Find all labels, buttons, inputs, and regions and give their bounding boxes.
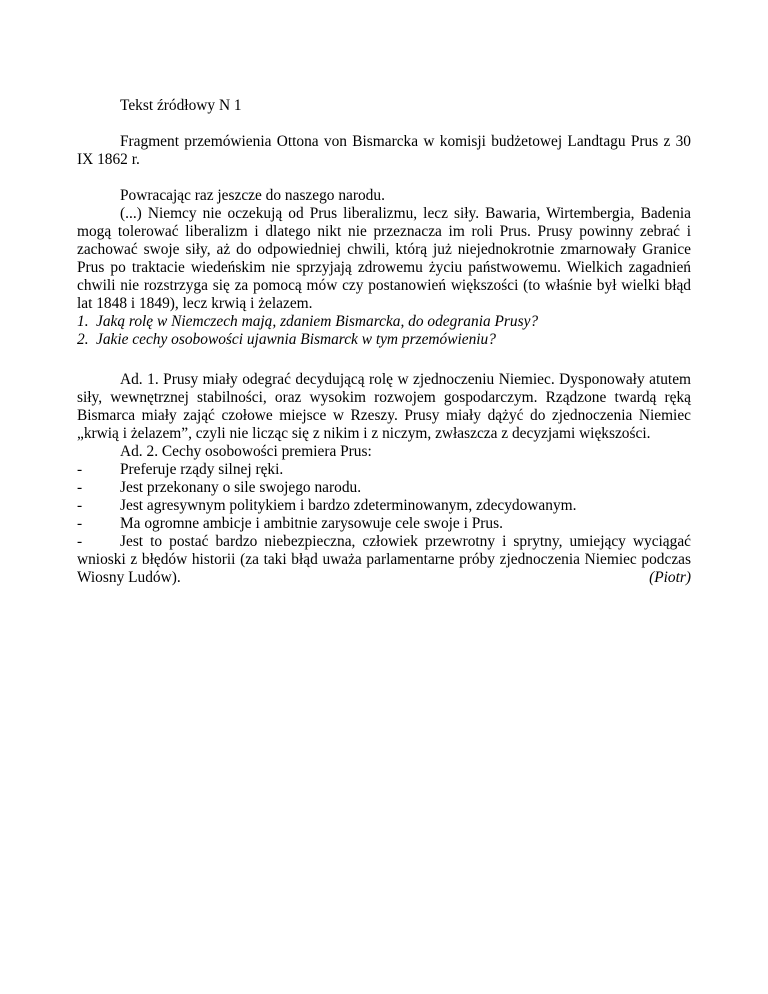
answer-1: Ad. 1. Prusy miały odegrać decydującą rolę w zjednoczeniu Niemiec. Dysponowały atutem siły, wewnętrznej stabilności, oraz wysokim rozwojem gospodarczym. Rządzone twardą ręką Bismarca miały zająć czołowe miejsce w Rzeszy. Prusy miały dążyć do zjednoczenia Niemiec „krwią i żelazem”, czyli nie licząc się z nikim i z niczym, zwłaszcza z decyzjami większości. <box>77 371 691 442</box>
bullet-dash: - <box>77 461 83 478</box>
question-number: 2. <box>77 331 89 348</box>
question-text: Jakie cechy osobowości ujawnia Bismarck w tym przemówieniu? <box>96 331 496 348</box>
bullet-dash: - <box>77 515 83 532</box>
bullet-dash: - <box>77 533 83 550</box>
trait-text: Jest to postać bardzo niebezpieczna, człowiek przewrotny i sprytny, umiejący wyciągać wnioski z błędów historii (za taki błąd uważa parlamentarne próby zjednoczenia Niemiec podczas Wiosny Ludów). <box>77 533 691 586</box>
source-intro: Powracając raz jeszcze do naszego narodu. <box>120 187 385 204</box>
trait-text: Preferuje rządy silnej ręki. <box>120 461 284 478</box>
fragment-description: Fragment przemówienia Ottona von Bismarcka w komisji budżetowej Landtagu Prus z 30 IX 1862 r. <box>77 133 691 168</box>
list-item <box>77 515 691 533</box>
bullet-dash: - <box>77 479 83 496</box>
author-signature: (Piotr) <box>649 569 691 586</box>
question-number: 1. <box>77 313 89 330</box>
questions-list <box>77 313 691 349</box>
bullet-dash: - <box>77 497 83 514</box>
trait-text: Jest agresywnym politykiem i bardzo zdeterminowanym, zdecydowanym. <box>120 497 577 514</box>
list-item <box>77 461 691 479</box>
source-text: (...) Niemcy nie oczekują od Prus liberalizmu, lecz siły. Bawaria, Wirtembergia, Badenia mogą tolerować liberalizm i dlatego nikt nie przeznacza im roli Prus. Prusy powinny zebrać i zachować swoje siły, aż do odpowiedniej chwili, którą już niejednokrotnie zmarnowały Granice Prus po traktacie wiedeńskim nie sprzyjają zdrowemu życiu państwowemu. Wielkich zagadnień chwili nie rozstrzyga się za pomocą mów czy postanowień większości (to właśnie był wielki błąd lat 1848 i 1849), lecz krwią i żelazem. <box>77 205 691 312</box>
traits-list <box>77 461 691 587</box>
question-2 <box>77 331 691 349</box>
answer-2-intro: Ad. 2. Cechy osobowości premiera Prus: <box>120 443 372 460</box>
document-title: Tekst źródłowy N 1 <box>120 97 242 114</box>
list-item <box>77 533 691 587</box>
trait-text: Ma ogromne ambicje i ambitnie zarysowuje cele swoje i Prus. <box>120 515 503 532</box>
question-text: Jaką rolę w Niemczech mają, zdaniem Bismarcka, do odegrania Prusy? <box>96 313 539 330</box>
trait-text: Jest przekonany o sile swojego narodu. <box>120 479 362 496</box>
list-item <box>77 497 691 515</box>
question-1 <box>77 313 691 331</box>
list-item <box>77 479 691 497</box>
